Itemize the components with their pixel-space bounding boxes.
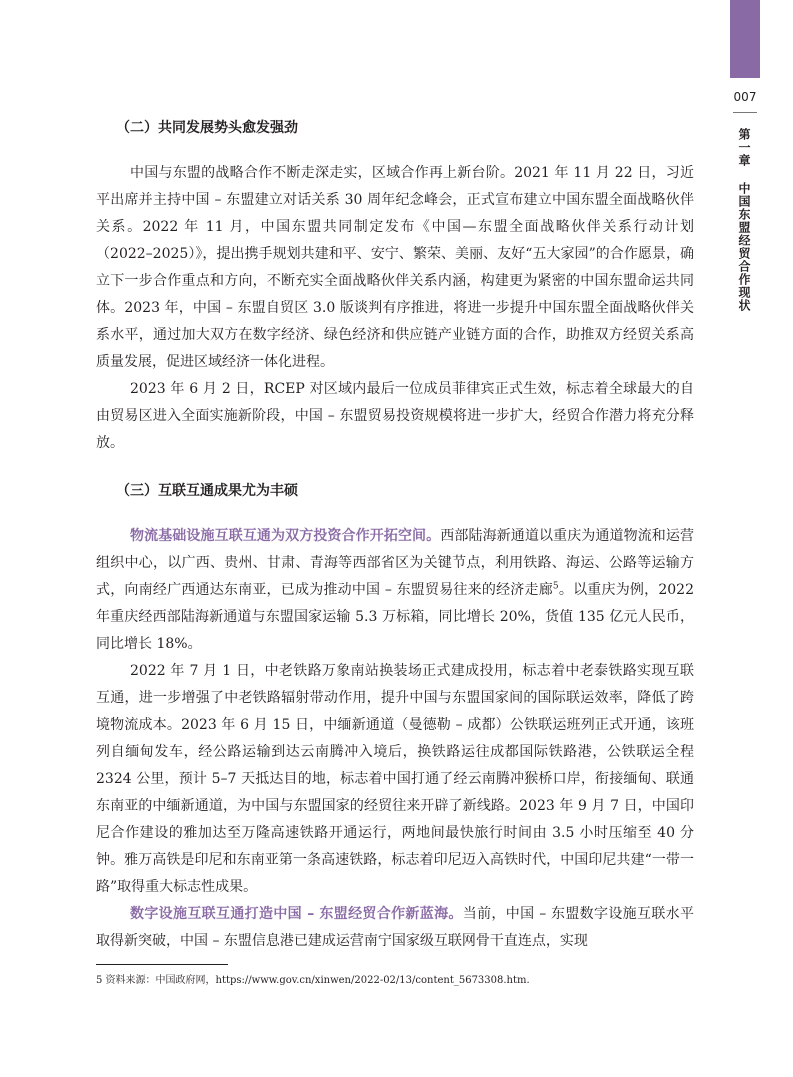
section-heading-2: （二）共同发展势头愈发强劲 <box>116 120 298 136</box>
paragraph <box>96 901 694 955</box>
paragraph-text: 。以重庆为例，2022 年重庆经西部陆海新通道与东盟国家运输 5.3 万标箱，同比增长 20%，货值 135 亿元人民币，同比增长 18%。 <box>96 582 694 652</box>
page-number: 007 <box>733 90 757 104</box>
paragraph-highlight: 数字设施互联互通打造中国 – 东盟经贸合作新蓝海。 <box>130 906 463 922</box>
paragraph-text: 西部陆海新通道以重庆为通道物流和运营组织中心，以广西、贵州、甘肃、青海等西部省区为关键节点，利用铁路、海运、公路等运输方式，向南经广西通达东南亚，已成为推动中国 – 东盟贸易往来的经济走廊 <box>96 528 695 598</box>
chapter-tab-bar <box>730 0 760 78</box>
paragraph-highlight: 物流基础设施互联互通为双方投资合作开拓空间。 <box>130 528 441 544</box>
paragraph: 中国与东盟的战略合作不断走深走实，区域合作再上新台阶。2021 年 11 月 22 日，习近平出席并主持中国 – 东盟建立对话关系 30 周年纪念峰会，正式宣布建立中国东盟全面战略伙伴关系。2022 年 11 月，中国东盟共同制定发布《中国—东盟全面战略伙伴关系行动计划（2022–2025）》，提出携手规划共建和平、安宁、繁荣、美丽、友好“五大家园”的合作愿景，确立下一步合作重点和方向，不断充实全面战略伙伴关系内涵，构建更为紧密的中国东盟命运共同体。2023 年，中国 – 东盟自贸区 3.0 版谈判有序推进，将进一步提升中国东盟全面战略伙伴关系水平，通过加大双方在数字经济、绿色经济和供应链产业链方面的合作，助推双方经贸关系高质量发展，促进区域经济一体化进程。 <box>96 165 694 370</box>
footnote-divider <box>96 964 228 965</box>
paragraph: 2023 年 6 月 2 日，RCEP 对区域内最后一位成员菲律宾正式生效，标志着全球最大的自由贸易区进入全面实施新阶段，中国 – 东盟贸易投资规模将进一步扩大，经贸合作潜力将充分释放。 <box>96 381 694 451</box>
paragraph-text: 当前，中国 – 东盟数字设施互联水平取得新突破，中国 – 东盟信息港已建成运营南宁国家级互联网骨干直连点，实现 <box>96 906 695 949</box>
section-heading-3: （三）互联互通成果尤为丰硕 <box>116 483 298 499</box>
main-content <box>96 116 694 955</box>
footnote-ref[interactable]: 5 <box>552 581 559 592</box>
tab-divider <box>733 112 757 113</box>
footnote: 5 资料来源：中国政府网，https://www.gov.cn/xinwen/2022-02/13/content_5673308.htm. <box>96 975 530 986</box>
chapter-label: 第一章 中国东盟经贸合作现状 <box>737 128 751 312</box>
paragraph: 2022 年 7 月 1 日，中老铁路万象南站换装场正式建成投用，标志着中老泰铁路实现互联互通，进一步增强了中老铁路辐射带动作用，提升中国与东盟国家间的国际联运效率，降低了跨境物流成本。2023 年 6 月 15 日，中缅新通道（曼德勒 – 成都）公铁联运班列正式开通，该班列自缅甸发车，经公路运输到达云南腾冲入境后，换铁路运往成都国际铁路港，公铁联运全程 2324 公里，预计 5–7 天抵达目的地，标志着中国打通了经云南腾冲猴桥口岸，衔接缅甸、联通东南亚的中缅新通道，为中国与东盟国家的经贸往来开辟了新线路。2023 年 9 月 7 日，中国印尼合作建设的雅加达至万隆高速铁路开通运行，两地间最快旅行时间由 3.5 小时压缩至 40 分钟。雅万高铁是印尼和东南亚第一条高速铁路，标志着印尼迈入高铁时代，中国印尼共建“一带一路”取得重大标志性成果。 <box>96 663 694 895</box>
paragraph <box>96 523 694 658</box>
